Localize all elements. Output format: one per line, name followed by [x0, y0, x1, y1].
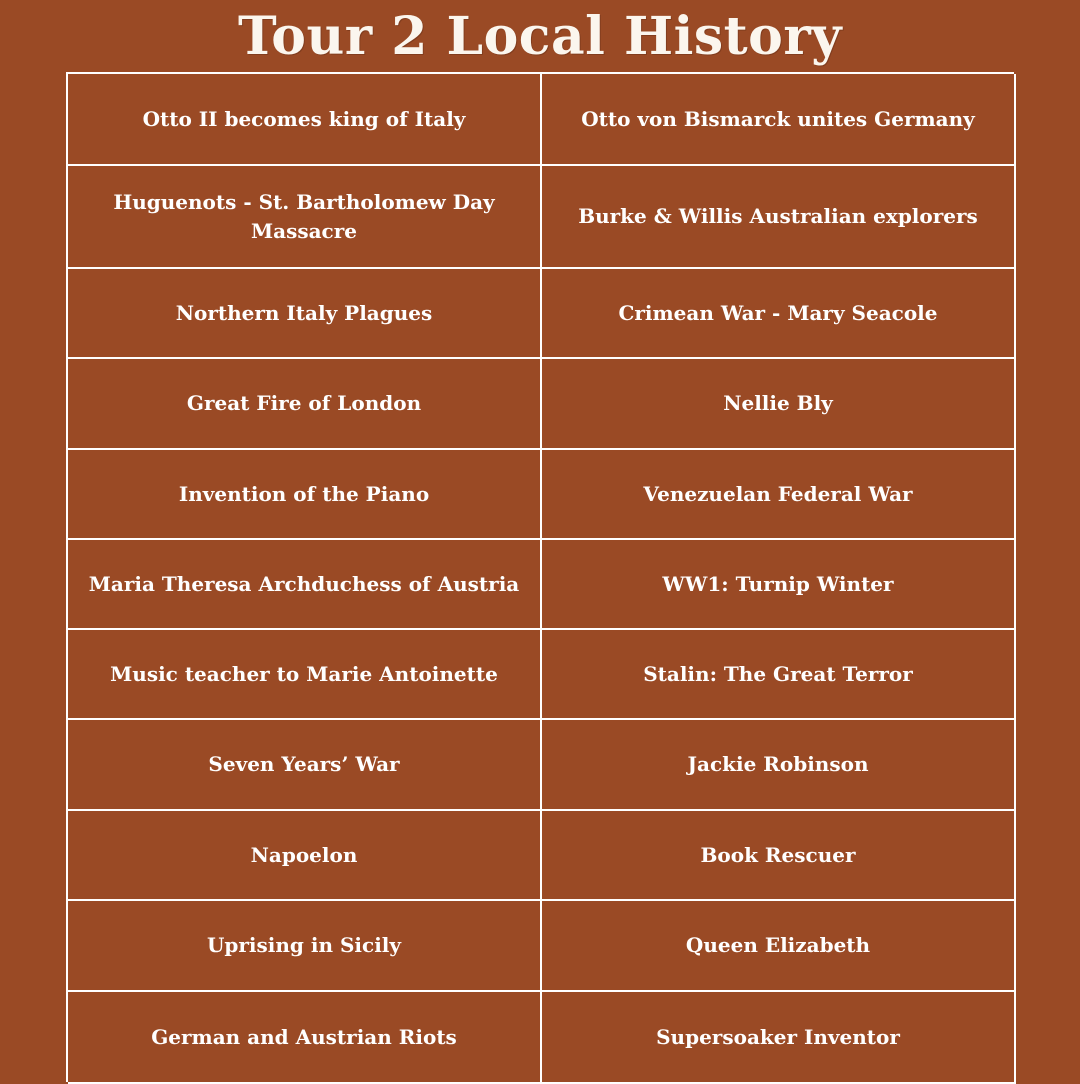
table-cell-right: Otto von Bismarck unites Germany [542, 74, 1016, 166]
page-title: Tour 2 Local History [238, 6, 842, 67]
table-cell-right: Book Rescuer [542, 811, 1016, 901]
table-cell-left: German and Austrian Riots [68, 992, 542, 1084]
table-cell-left: Invention of the Piano [68, 450, 542, 540]
table-cell-right: WW1: Turnip Winter [542, 540, 1016, 630]
table-cell-left: Seven Years’ War [68, 720, 542, 811]
table-cell-right: Stalin: The Great Terror [542, 630, 1016, 720]
table-cell-left: Northern Italy Plagues [68, 269, 542, 359]
table-cell-right: Venezuelan Federal War [542, 450, 1016, 540]
table-cell-right: Supersoaker Inventor [542, 992, 1016, 1084]
table-cell-left: Maria Theresa Archduchess of Austria [68, 540, 542, 630]
table-cell-left: Great Fire of London [68, 359, 542, 450]
table-cell-right: Nellie Bly [542, 359, 1016, 450]
table-cell-right: Jackie Robinson [542, 720, 1016, 811]
table-cell-left: Otto II becomes king of Italy [68, 74, 542, 166]
table-cell-left: Music teacher to Marie Antoinette [68, 630, 542, 720]
table-cell-left: Napoelon [68, 811, 542, 901]
table-cell-right: Queen Elizabeth [542, 901, 1016, 992]
history-topics-table [66, 72, 1014, 1082]
table-cell-left: Huguenots - St. Bartholomew Day Massacre [68, 166, 542, 269]
table-cell-left: Uprising in Sicily [68, 901, 542, 992]
table-cell-right: Crimean War - Mary Seacole [542, 269, 1016, 359]
table-cell-right: Burke & Willis Australian explorers [542, 166, 1016, 269]
